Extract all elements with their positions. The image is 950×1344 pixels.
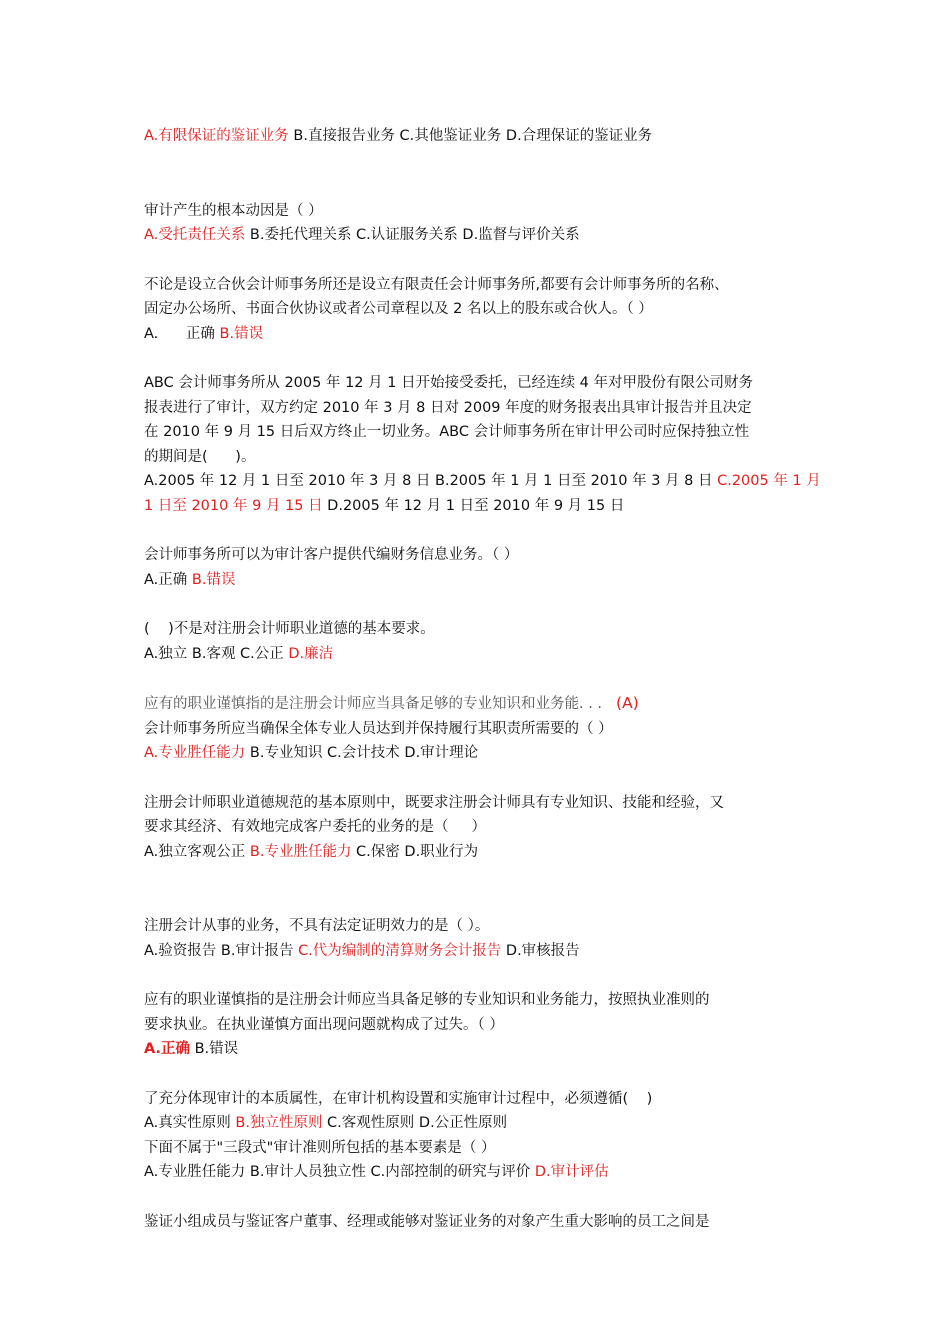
q10-stem-line1: 应有的职业谨慎指的是注册会计师应当具备足够的专业知识和业务能力，按照执业准则的 (144, 992, 710, 1008)
q7-stem (144, 691, 834, 717)
q4-answer-part2: 1 日至 2010 年 9 月 15 日 (144, 497, 323, 514)
q4-options-line2 (144, 494, 834, 519)
q12-options (144, 1160, 834, 1185)
q9-options (144, 939, 834, 964)
q11-other-options: C.客观性原则 D.公正性原则 (322, 1115, 508, 1131)
q7-stem-text: 应有的职业谨慎指的是注册会计师应当具备足够的专业知识和业务能. . . (144, 696, 603, 712)
q7-options (144, 741, 834, 766)
q4-answer-part1: C.2005 年 1 月 (717, 473, 821, 489)
q1-other-options: B.直接报告业务 C.其他鉴证业务 D.合理保证的鉴证业务 (288, 128, 653, 144)
q11-stem: 了充分体现审计的本质属性，在审计机构设置和实施审计过程中，必须遵循( ) (144, 1090, 653, 1107)
q12-stem: 下面不属于"三段式"审计准则所包括的基本要素是（ ） (144, 1139, 496, 1156)
q4-stem-line2: 报表进行了审计，双方约定 2010 年 3 月 8 日对 2009 年度的财务报表出具审计报告并且决定 (144, 399, 752, 416)
q10-options (144, 1037, 834, 1062)
q7-stem2: 会计师事务所应当确保全体专业人员达到并保持履行其职责所需要的（ ） (144, 720, 613, 737)
q7-answer: A.专业胜任能力 (144, 745, 246, 761)
q8-other-options: C.保密 D.职业行为 (351, 843, 479, 860)
q3-stem-line1: 不论是设立合伙会计师事务所还是设立有限责任会计师事务所,都要有会计师事务所的名称、 (144, 276, 729, 293)
q7-other-options: B.专业知识 C.会计技术 D.审计理论 (245, 745, 479, 761)
q12-options-abc: A.专业胜任能力 B.审计人员独立性 C.内部控制的研究与评价 (144, 1164, 535, 1180)
q5-stem: 会计师事务所可以为审计客户提供代编财务信息业务。（ ） (144, 547, 519, 563)
q8-stem-line2: 要求其经济、有效地完成客户委托的业务的是（ ） (144, 819, 487, 835)
q3-options (144, 322, 834, 347)
q4-options-line1 (144, 469, 834, 494)
q5-answer: B.错误 (191, 571, 236, 588)
q6-options-abc: A.独立 B.客观 C.公正 (144, 645, 289, 662)
q11-options (144, 1111, 834, 1136)
q11-option-a: A.真实性原则 (144, 1115, 236, 1131)
q9-option-d: D.审核报告 (501, 942, 580, 959)
q10-stem-line2: 要求执业。在执业谨慎方面出现问题就构成了过失。（ ） (144, 1016, 504, 1033)
q3-answer: B.错误 (219, 325, 264, 342)
q4-stem-line4: 的期间是( )。 (144, 448, 256, 465)
q12-answer: D.审计评估 (534, 1164, 609, 1180)
q10-answer: A.正确 (144, 1041, 190, 1057)
q11-answer: B.独立性原则 (235, 1115, 323, 1131)
q8-stem-line1: 注册会计师职业道德规范的基本原则中，既要求注册会计师具有专业知识、技能和经验，又 (144, 794, 724, 811)
q2-options (144, 223, 834, 248)
q10-option-b: B.错误 (190, 1041, 239, 1057)
q1-options (144, 124, 834, 149)
q4-stem-line3: 在 2010 年 9 月 15 日后双方终止一切业务。ABC 会计师事务所在审计甲公司时应保持独立性 (144, 424, 750, 440)
document-page (144, 124, 834, 1234)
q6-stem: ( )不是对注册会计师职业道德的基本要求。 (144, 621, 435, 637)
q2-stem: 审计产生的根本动因是（ ） (144, 202, 323, 219)
q6-options (144, 642, 834, 667)
q9-stem: 注册会计从事的业务，不具有法定证明效力的是（ ）。 (144, 918, 490, 934)
q2-answer: A.受托责任关系 (144, 227, 246, 243)
q5-options (144, 568, 834, 593)
q6-answer: D.廉洁 (288, 645, 334, 662)
q3-stem-line2: 固定办公场所、书面合伙协议或者公司章程以及 2 名以上的股东或合伙人。（ ） (144, 301, 653, 317)
q4-options-ab: A.2005 年 12 月 1 日至 2010 年 3 月 8 日 B.2005 年 1 月 1 日至 2010 年 3 月 8 日 (144, 473, 718, 489)
q4-stem-line1: ABC 会计师事务所从 2005 年 12 月 1 日开始接受委托，已经连续 4 年对甲股份有限公司财务 (144, 375, 754, 391)
q8-options (144, 840, 834, 865)
q4-option-d: D.2005 年 12 月 1 日至 2010 年 9 月 15 日 (322, 497, 625, 514)
q9-options-ab: A.验资报告 B.审计报告 (144, 942, 299, 959)
q5-option-a: A.正确 (144, 571, 192, 588)
q1-answer: A.有限保证的鉴证业务 (144, 128, 289, 144)
q13-stem: 鉴证小组成员与鉴证客户董事、经理或能够对鉴证业务的对象产生重大影响的员工之间是 (144, 1213, 710, 1230)
q8-answer: B.专业胜任能力 (249, 843, 352, 860)
q9-answer: C.代为编制的清算财务会计报告 (298, 942, 502, 959)
q7-answer-mark: (A) (616, 694, 639, 712)
q8-option-a: A.独立客观公正 (144, 843, 250, 860)
q2-other-options: B.委托代理关系 C.认证服务关系 D.监督与评价关系 (245, 227, 580, 243)
q3-option-a: A. 正确 (144, 325, 220, 342)
